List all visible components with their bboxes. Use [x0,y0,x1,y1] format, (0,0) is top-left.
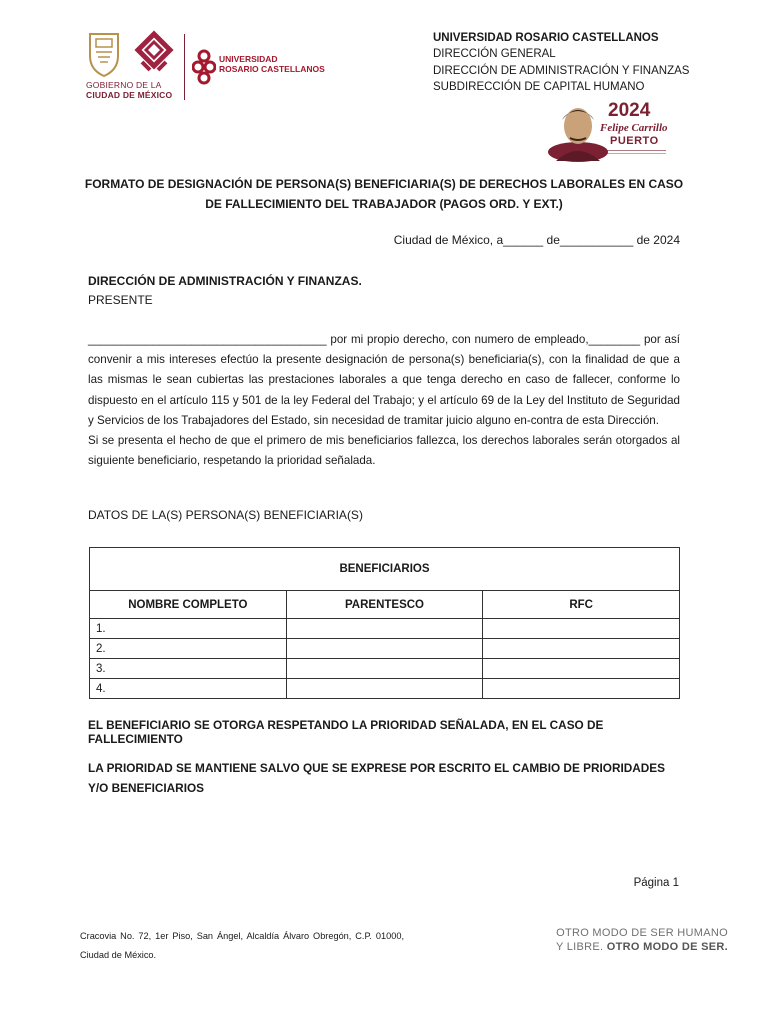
relationship-cell[interactable] [286,639,483,659]
table-row [90,679,680,699]
addressee: DIRECCIÓN DE ADMINISTRACIÓN Y FINANZAS. [88,274,362,288]
footer-address: Cracovia No. 72, 1er Piso, San Ángel, Alcaldía Álvaro Obregón, C.P. 01000, Ciudad de México. [80,931,404,960]
date-line: Ciudad de México, a______ de___________ de 2024 [393,233,680,247]
column-header-rfc: RFC [483,591,680,619]
succession-paragraph: Si se presenta el hecho de que el primero de mis beneficiarios fallezca, los derechos laborales serán otorgados al siguiente beneficiario, respetando la prioridad señalada. [88,434,680,468]
rfc-cell[interactable] [483,659,680,679]
presente-label: PRESENTE [88,293,153,307]
relationship-cell[interactable] [286,619,483,639]
cdmx-logo-line1: GOBIERNO DE LA [86,80,162,90]
university-name: UNIVERSIDAD ROSARIO CASTELLANOS [433,32,659,44]
table-row [90,659,680,679]
institution-line-2: DIRECCIÓN DE ADMINISTRACIÓN Y FINANZAS [433,64,690,77]
column-header-relationship: PARENTESCO [286,591,483,619]
table-header-row [90,591,680,619]
cdmx-logo-line2: CIUDAD DE MÉXICO [86,90,173,100]
rfc-cell[interactable] [483,679,680,699]
anniversary-badge [548,98,678,162]
row-number-cell[interactable]: 2. [90,639,287,659]
relationship-cell[interactable] [286,659,483,679]
designation-paragraph: _____________________________________ por mi propio derecho, con numero de empleado,________ por así convenir a mis intereses efectúo la presente designación de persona(s) beneficiaria(s), con la finalidad de que a las mismas le sean cubiertas las prestaciones laborales a que tenga derecho en caso de fallecer, conforme lo dispuesto en el artículo 115 y 501 de la ley Federal del Trabajo; y el artículo 69 de la Ley del Instituto de Seguridad y Servicios de los Trabajadores del Estado, sin necesidad de tramitar juicio alguno en-contra de esta Dirección. [88,333,680,427]
rfc-cell[interactable] [483,639,680,659]
footer-slogan [548,926,728,954]
badge-name-line1: Felipe Carrillo [600,122,668,134]
row-number-cell[interactable]: 4. [90,679,287,699]
rfc-cell[interactable] [483,619,680,639]
priority-note-1: EL BENEFICIARIO SE OTORGA RESPETANDO LA PRIORIDAD SEÑALADA, EN EL CASO DE FALLECIMIENTO [88,718,604,746]
urc-logo-text [219,54,325,74]
slogan-line-2 [548,940,728,954]
badge-year: 2024 [608,100,651,121]
slogan-line-1: OTRO MODO DE SER HUMANO [556,927,728,939]
cdmx-logo-text [86,80,178,100]
badge-small-text-rule-2 [600,153,666,154]
beneficiaries-section-label: DATOS DE LA(S) PERSONA(S) BENEFICIARIA(S) [88,508,363,522]
urc-logo-line2: ROSARIO CASTELLANOS [219,64,325,74]
urc-emblem-icon [192,48,216,86]
beneficiaries-table [89,547,680,699]
slogan-line-2b: OTRO MODO DE SER. [606,941,728,953]
logo-divider [184,34,185,100]
badge-name-line2: PUERTO [610,135,659,147]
institution-line-3: SUBDIRECCIÓN DE CAPITAL HUMANO [433,80,645,93]
urc-logo-line1: UNIVERSIDAD [219,54,278,64]
urc-logo [192,48,342,88]
institution-line-1: DIRECCIÓN GENERAL [433,48,556,61]
table-row [90,619,680,639]
column-header-name: NOMBRE COMPLETO [90,591,287,619]
badge-small-text-rule [600,150,666,151]
table-caption: BENEFICIARIOS [90,548,680,591]
page-number: Página 1 [633,877,679,889]
institution-header [433,30,753,95]
cdmx-emblem-icon [86,30,178,80]
table-row [90,639,680,659]
cdmx-government-logo [86,30,178,102]
body-text [88,330,680,471]
slogan-line-2a: Y LIBRE. [555,941,604,953]
row-number-cell[interactable]: 1. [90,619,287,639]
document-title: FORMATO DE DESIGNACIÓN DE PERSONA(S) BENEFICIARIA(S) DE DERECHOS LABORALES EN CASO DE FALLECIMIENTO DEL TRABAJADOR (PAGOS ORD. Y EXT.) [84,177,684,211]
row-number-cell[interactable]: 3. [90,659,287,679]
relationship-cell[interactable] [286,679,483,699]
priority-note-2: LA PRIORIDAD SE MANTIENE SALVO QUE SE EXPRESE POR ESCRITO EL CAMBIO DE PRIORIDADES Y/O BENEFICIARIOS [88,761,666,795]
